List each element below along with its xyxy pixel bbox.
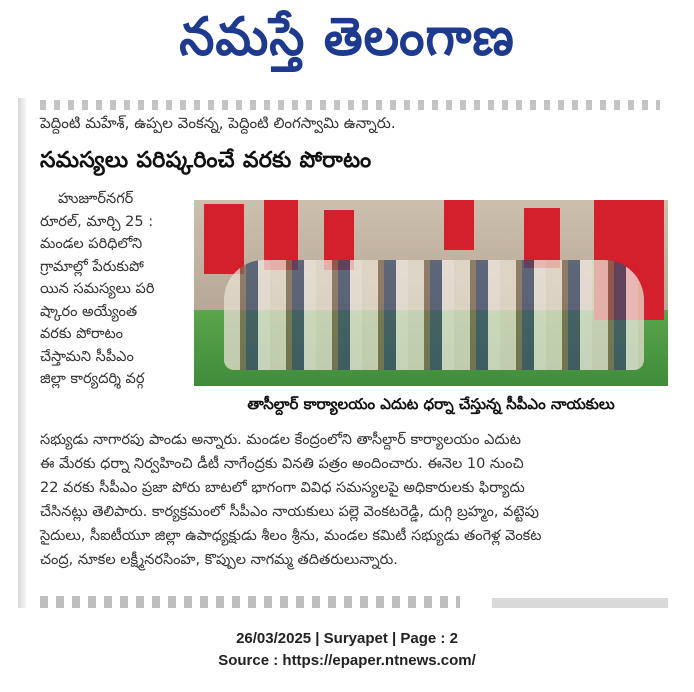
photo-caption: తాసీల్దార్‌ కార్యాలయం ఎదుట ధర్నా చేస్తున్న సీపీఎం నాయకులు <box>194 388 668 420</box>
news-clipping <box>18 98 674 608</box>
photo-crowd <box>224 260 644 370</box>
lead-line: రూరల్‌, మార్చి 25 : <box>40 213 154 230</box>
cut-text-top <box>40 100 660 110</box>
cut-image-bottom <box>492 598 668 608</box>
clipping-edge <box>18 98 26 608</box>
red-flag-icon <box>524 208 560 268</box>
cut-text-bottom <box>40 596 460 608</box>
article-body <box>40 428 674 572</box>
article-lead-column <box>40 188 190 391</box>
body-line: ఈ మేరకు ధర్నా నిర్వహించి డీటీ నాగేంద్రకు వినతి పత్రం అందించారు. ఈనెల 10 నుంచి <box>40 456 524 472</box>
article-headline: సమస్యలు పరిష్కరించే వరకు పోరాటం <box>40 148 372 173</box>
masthead <box>0 0 694 82</box>
source-footer <box>0 628 694 672</box>
source-link[interactable]: Source : https://epaper.ntnews.com/ <box>218 652 476 669</box>
lead-line: చేస్తామని సీపీఎం <box>40 348 134 365</box>
body-line: సభ్యుడు నాగారపు పాండు అన్నారు. మండల కేంద్రంలోని తాసీల్దార్‌ కార్యాలయం ఎదుట <box>40 432 521 448</box>
red-flag-icon <box>444 200 474 250</box>
edition-info: 26/03/2025 | Suryapet | Page : 2 <box>236 630 458 647</box>
body-line: చేసినట్లు తెలిపారు. కార్యక్రమంలో సీపీఎం నాయకులు పల్లె వెంకటరెడ్డి, దుగ్గి బ్రహ్మం, వట్టెపు <box>40 504 540 520</box>
lead-line: ష్కారం అయ్యేంత <box>40 303 138 320</box>
body-line: చంద్ర, నూకల లక్ష్మీనరసింహ, కొప్పుల నాగమ్మ తదితరులున్నారు. <box>40 552 398 568</box>
red-flag-icon <box>204 204 244 274</box>
body-line: సైదులు, సీఐటీయూ జిల్లా ఉపాధ్యక్షుడు శీలం శ్రీను, మండల కమిటీ సభ్యుడు తంగెళ్ల వెంకట <box>40 528 542 544</box>
dharna-photo <box>194 200 668 386</box>
previous-article-line: పెద్దింటి మహేశ్‌, ఉప్పల వెంకన్న, పెద్దింటి లింగస్వామి ఉన్నారు. <box>40 114 396 132</box>
newspaper-name: నమస్తే తెలంగాణ <box>179 6 515 68</box>
lead-line: హుజూర్‌నగర్‌ <box>58 191 134 207</box>
lead-line: మండల పరిధిలోని <box>40 236 143 252</box>
body-line: 22 వరకు సీపీఎం ప్రజా పోరు బాటలో భాగంగా వివిధ సమస్యలపై అధికారులకు ఫిర్యాదు <box>40 480 525 496</box>
lead-line: యిన సమస్యలు పరి <box>40 281 155 297</box>
lead-line: వరకు పోరాటం <box>40 326 123 342</box>
lead-line: గ్రామాల్లో పేరుకుపో <box>40 258 144 275</box>
lead-line: జిల్లా కార్యదర్శి వర్గ <box>40 371 145 387</box>
